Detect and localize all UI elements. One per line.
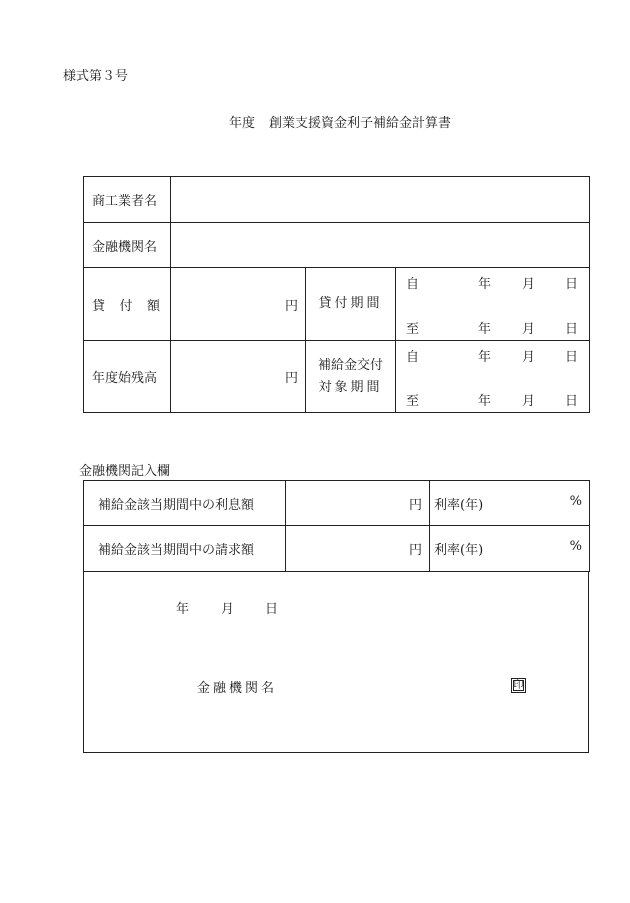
balance-field[interactable] (171, 341, 306, 413)
yen-unit: 円 (408, 543, 422, 558)
percent-unit: % (569, 493, 582, 509)
subsidy-period-to: 至 年 月 日 (406, 394, 579, 409)
bank-section-table (83, 480, 590, 572)
interest-amount-field[interactable] (286, 481, 430, 526)
form-number: 様式第３号 (63, 69, 129, 84)
loan-period-field[interactable] (396, 268, 590, 341)
claim-amount-field[interactable] (286, 526, 430, 572)
claim-rate-field[interactable] (430, 526, 590, 572)
business-name-label: 商工業者名 (84, 177, 171, 223)
balance-row (84, 341, 590, 413)
yen-unit: 円 (284, 298, 298, 314)
yen-unit: 円 (284, 371, 298, 386)
rate-label: 利率(年) (434, 497, 484, 513)
bank-signature-box[interactable] (83, 571, 589, 753)
loan-period-to: 至 年 月 日 (406, 322, 579, 337)
document-title (229, 112, 451, 131)
loan-period-label: 貸付期間 (306, 268, 396, 341)
claim-label: 補給金該当期間中の請求額 (84, 526, 286, 572)
claim-row (84, 526, 590, 572)
loan-period-from: 自 年 月 日 (406, 277, 579, 292)
loan-amount-field[interactable] (171, 268, 306, 341)
percent-unit: % (569, 539, 582, 554)
title-name: 創業支援資金利子補給金計算書 (269, 116, 452, 131)
subsidy-period-label: 補給金交付 対象期間 (306, 341, 396, 413)
interest-label: 補給金該当期間中の利息額 (84, 481, 286, 526)
interest-row (84, 481, 590, 526)
rate-label: 利率(年) (434, 543, 484, 558)
interest-rate-field[interactable] (430, 481, 590, 526)
yen-unit: 円 (408, 497, 422, 513)
signature-date: 年 月 日 (176, 602, 279, 617)
business-name-field[interactable] (171, 177, 590, 223)
loan-amount-label: 貸 付 額 (84, 268, 171, 341)
bank-section-heading: 金融機関記入欄 (79, 464, 171, 479)
applicant-table (83, 176, 590, 413)
seal-icon: 印 (511, 678, 526, 693)
signature-bank-name-label: 金融機関名 (197, 681, 278, 696)
bank-name-label: 金融機関名 (84, 223, 171, 268)
bank-name-row (84, 223, 590, 268)
business-name-row (84, 177, 590, 223)
loan-row (84, 268, 590, 341)
bank-name-field[interactable] (171, 223, 590, 268)
subsidy-period-field[interactable] (396, 341, 590, 413)
balance-label: 年度始残高 (84, 341, 171, 413)
subsidy-period-from: 自 年 月 日 (406, 350, 579, 365)
title-fiscal-year: 年度 (229, 116, 256, 131)
